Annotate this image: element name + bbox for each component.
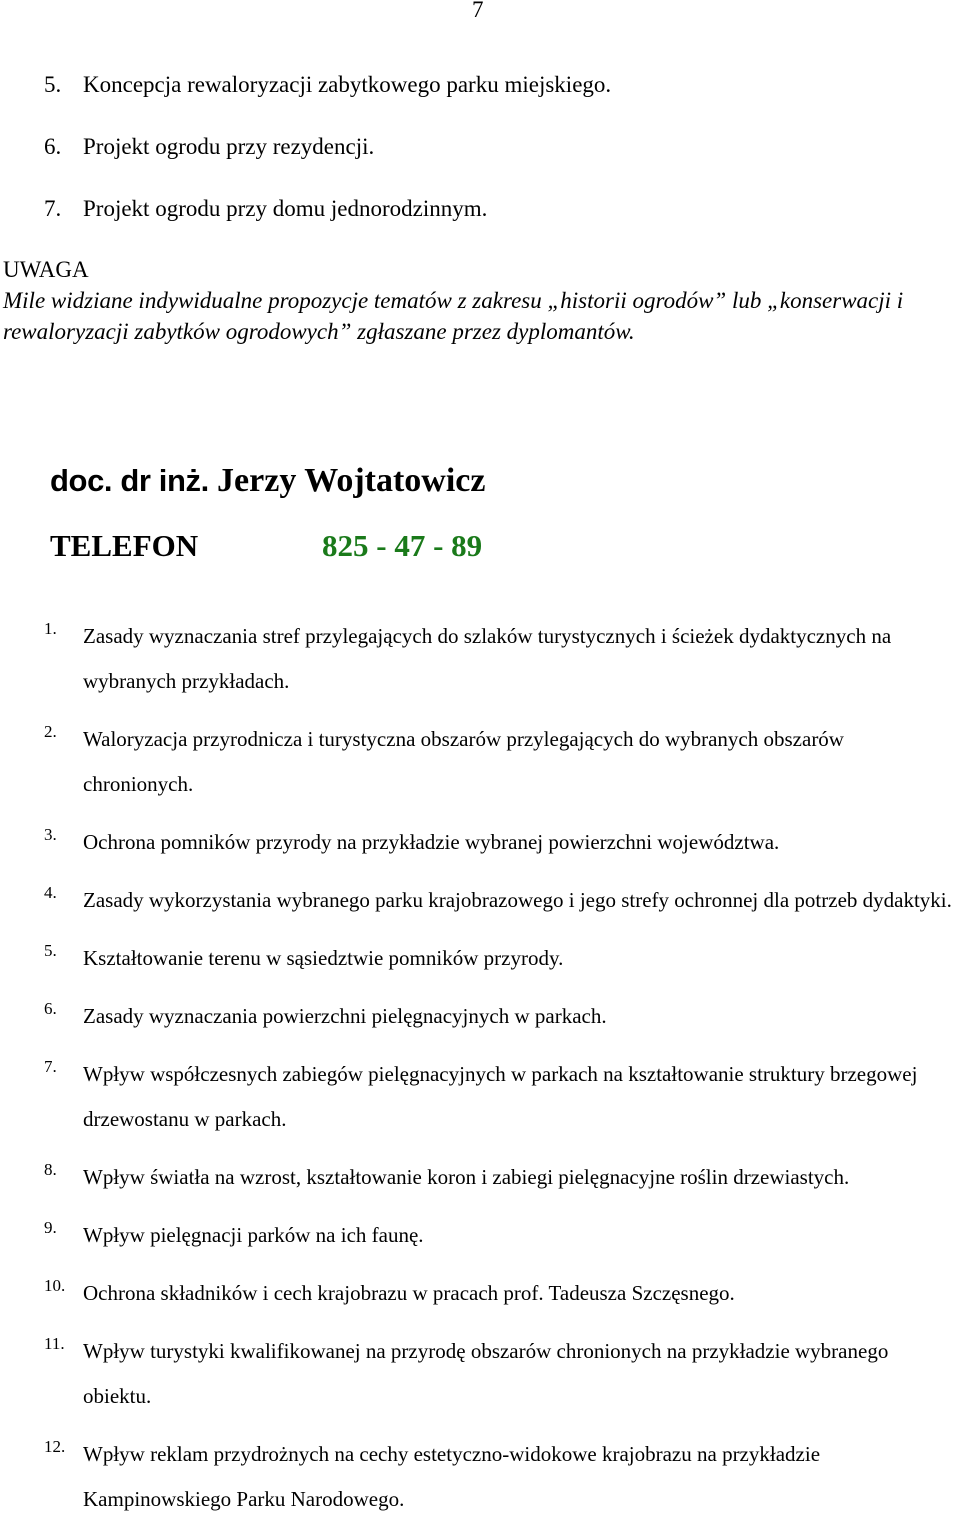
list-item-number: 9. [44, 1218, 57, 1237]
list-item-text: Kształtowanie terenu w sąsiedztwie pomników przyrody. [83, 946, 564, 970]
list-item [0, 820, 960, 865]
list-item-number: 6. [44, 134, 62, 159]
list-item-text: Wpływ pielęgnacji parków na ich faunę. [83, 1223, 424, 1247]
list-item [0, 1329, 960, 1419]
list-item [0, 994, 960, 1039]
list-item-number: 12. [44, 1437, 66, 1456]
list-item-text: Zasady wyznaczania powierzchni pielęgnacyjnych w parkach. [83, 1004, 607, 1028]
list-item [0, 191, 960, 253]
list-item-number: 2. [44, 722, 57, 741]
supervisor-name: Jerzy Wojtatowicz [217, 462, 486, 499]
list-item-text: Projekt ogrodu przy domu jednorodzinnym. [83, 196, 488, 221]
list-item-number: 6. [44, 999, 57, 1018]
list-item-text: Projekt ogrodu przy rezydencji. [83, 134, 375, 159]
list-item-text: Koncepcja rewaloryzacji zabytkowego parku miejskiego. [83, 72, 612, 97]
list-item-text: Wpływ światła na wzrost, kształtowanie koron i zabiegi pielęgnacyjne roślin drzewiastych. [83, 1165, 850, 1189]
topic-list [0, 614, 960, 1535]
list-item [0, 1155, 960, 1200]
list-item-text: Waloryzacja przyrodnicza i turystyczna obszarów przylegających do wybranych obszarów chronionych. [83, 727, 844, 796]
list-item-number: 5. [44, 72, 62, 97]
list-item-text: Zasady wykorzystania wybranego parku krajobrazowego i jego strefy ochronnej dla potrzeb dydaktyki. [83, 888, 952, 912]
list-item [0, 67, 960, 129]
list-item-number: 5. [44, 941, 57, 960]
note-block [3, 254, 953, 347]
list-item-number: 8. [44, 1160, 57, 1179]
previous-topic-list [0, 67, 960, 253]
note-text: Mile widziane indywidualne propozycje tematów z zakresu „historii ogrodów” lub „konserwacji i rewaloryzacji zabytków ogrodowych” zgłaszane przez dyplomantów. [3, 288, 904, 344]
list-item-text: Ochrona składników i cech krajobrazu w pracach prof. Tadeusza Szczęsnego. [83, 1281, 735, 1305]
list-item-text: Zasady wyznaczania stref przylegających do szlaków turystycznych i ścieżek dydaktycznych na wybranych przykładach. [83, 624, 892, 693]
list-item [0, 878, 960, 923]
phone-label: TELEFON [50, 528, 199, 563]
list-item-number: 11. [44, 1334, 65, 1353]
page-number: 7 [472, 0, 484, 22]
list-item-text: Wpływ turystyki kwalifikowanej na przyrodę obszarów chronionych na przykładzie wybranego obiektu. [83, 1339, 889, 1408]
supervisor-title: doc. dr inż. [50, 463, 209, 498]
list-item [0, 1052, 960, 1142]
list-item-number: 4. [44, 883, 57, 902]
list-item [0, 614, 960, 704]
list-item-number: 7. [44, 1057, 57, 1076]
phone-line [50, 528, 483, 564]
list-item-text: Wpływ współczesnych zabiegów pielęgnacyjnych w parkach na kształtowanie struktury brzegowej drzewostanu w parkach. [83, 1062, 918, 1131]
list-item [0, 717, 960, 807]
list-item-number: 3. [44, 825, 57, 844]
note-heading: UWAGA [3, 257, 89, 282]
list-item-text: Ochrona pomników przyrody na przykładzie wybranej powierzchni województwa. [83, 830, 780, 854]
list-item [0, 1271, 960, 1316]
list-item-text: Wpływ reklam przydrożnych na cechy estetyczno-widokowe krajobrazu na przykładzie Kampinowskiego Parku Narodowego. [83, 1442, 821, 1511]
list-item [0, 129, 960, 191]
supervisor-heading [50, 462, 485, 500]
list-item-number: 7. [44, 196, 62, 221]
list-item-number: 10. [44, 1276, 66, 1295]
list-item-number: 1. [44, 619, 57, 638]
list-item [0, 936, 960, 981]
phone-number: 825 - 47 - 89 [322, 528, 483, 563]
list-item [0, 1432, 960, 1522]
list-item [0, 1213, 960, 1258]
